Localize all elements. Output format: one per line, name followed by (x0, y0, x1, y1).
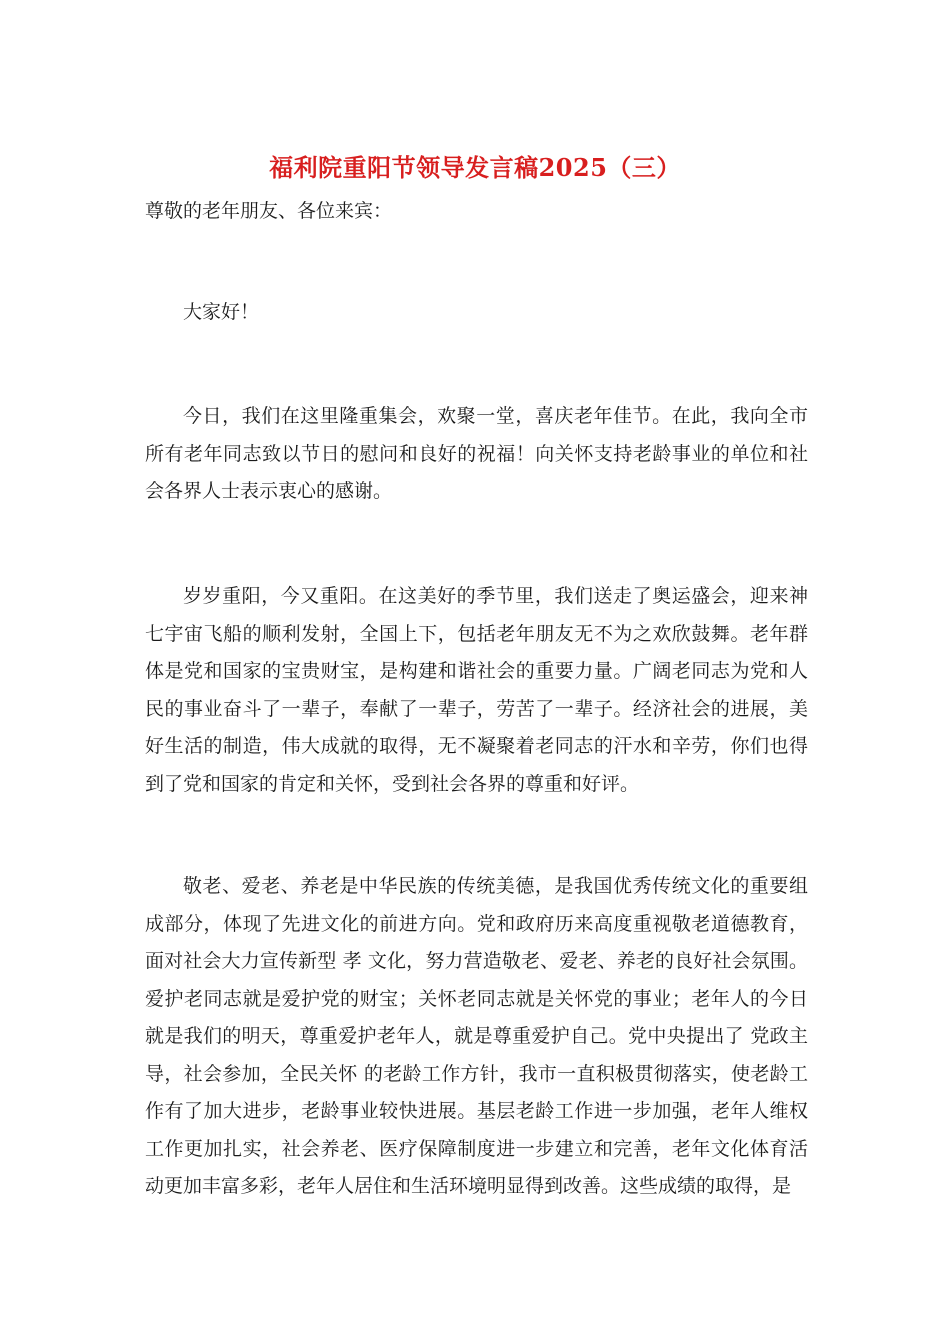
document-title: 福利院重阳节领导发言稿2025（三） (269, 153, 681, 182)
paragraph: 岁岁重阳，今又重阳。在这美好的季节里，我们送走了奥运盛会，迎来神七宇宙飞船的顺利发射，全国上下，包括老年朋友无不为之欢欣鼓舞。老年群体是党和国家的宝贵财宝，是构建和谐社会的重要力量。广阔老同志为党和人民的事业奋斗了一辈子，奉献了一辈子，劳苦了一辈子。经济社会的进展，美好生活的制造，伟大成就的取得，无不凝聚着老同志的汗水和辛劳，你们也得到了党和国家的肯定和关怀，受到社会各界的尊重和好评。 (145, 585, 808, 795)
paragraph: 今日，我们在这里隆重集会，欢聚一堂，喜庆老年佳节。在此，我向全市所有老年同志致以节日的慰问和良好的祝福！向关怀支持老龄事业的单位和社会各界人士表示衷心的感谢。 (145, 405, 808, 502)
greeting: 大家好！ (183, 301, 260, 323)
paragraph: 敬老、爱老、养老是中华民族的传统美德，是我国优秀传统文化的重要组成部分，体现了先进文化的前进方向。党和政府历来高度重视敬老道德教育，面对社会大力宣传新型 孝 文化，努力营造敬老、爱老、养老的良好社会氛围。爱护老同志就是爱护党的财宝；关怀老同志就是关怀党的事业；老年人的今日就是我们的明天，尊重爱护老年人，就是尊重爱护自己。党中央提出了 党政主导，社会参加，全民关怀 的老龄工作方针，我市一直积极贯彻落实，使老龄工作有了加大进步，老龄事业较快进展。基层老龄工作进一步加强，老年人维权工作更加扎实，社会养老、医疗保障制度进一步建立和完善，老年文化体育活动更加丰富多彩，老年人居住和生活环境明显得到改善。这些成绩的取得，是 (145, 875, 808, 1197)
salutation: 尊敬的老年朋友、各位来宾： (145, 200, 393, 222)
